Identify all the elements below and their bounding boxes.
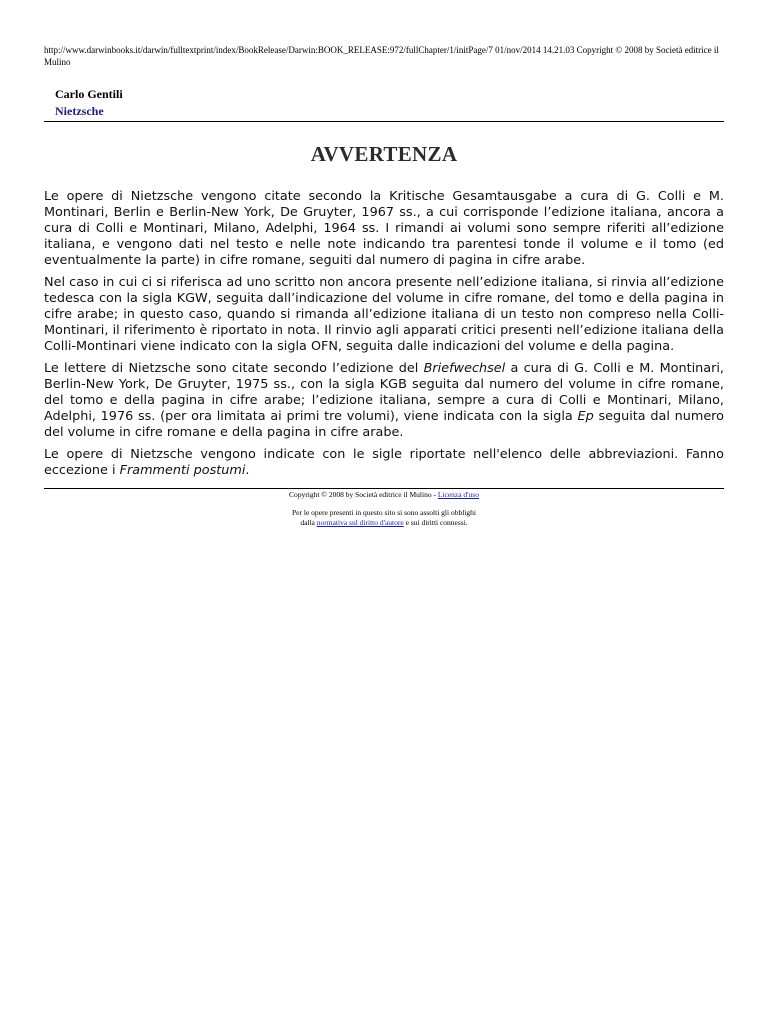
paragraph-3-italic-briefwechsel: Briefwechsel — [423, 361, 506, 376]
footer-copyright-text: Copyright © 2008 by Società editrice il Mulino - — [289, 490, 438, 499]
paragraph-4-italic-frammenti: Frammenti postumi — [119, 463, 246, 478]
footer-notice-line-2 — [44, 518, 724, 528]
paragraph-4-text-a: Le opere di Nietzsche vengono indicate con le sigle riportate nell'elenco delle abbreviazioni. Fanno eccezione i — [44, 447, 724, 478]
paragraph-3-italic-ep: Ep — [577, 409, 594, 424]
footer-notice-line-1: Per le opere presenti in questo sito si sono assolti gli obblighi — [292, 508, 476, 517]
chapter-body — [44, 189, 724, 479]
footer-notice — [44, 508, 724, 528]
paragraph-1: Le opere di Nietzsche vengono citate secondo la Kritische Gesamtausgabe a cura di G. Colli e M. Montinari, Berlin e Berlin-New York, De Gruyter, 1967 ss., a cui corrisponde l’edizione italiana, ancora a cura di Colli e Montinari, Milano, Adelphi, 1964 ss. I rimandi ai volumi sono sempre riferiti all’edizione italiana, e vengono dati nel testo e nelle note indicando tra parentesi tonde il volume e il tomo (ed eventualmente la parte) in cifre romane, seguiti dal numero di pagina in cifre arabe. — [44, 189, 724, 268]
paragraph-3-text-a: Le lettere di Nietzsche sono citate secondo l’edizione del — [44, 361, 424, 376]
license-link[interactable]: Licenza d'uso — [437, 490, 479, 499]
footer-divider — [44, 488, 724, 489]
paragraph-4 — [44, 447, 724, 479]
page — [44, 44, 724, 528]
footer-notice-text-a: dalla — [300, 518, 317, 527]
footer — [44, 490, 724, 528]
paragraph-2: Nel caso in cui ci si riferisca ad uno scritto non ancora presente nell’edizione italiana, si rinvia all’edizione tedesca con la sigla KGW, seguita dall’indicazione del volume in cifre romane, del tomo e della pagina in cifre arabe; in questo caso, quando si rimanda all’edizione italiana di un testo non compreso nella Colli-Montinari, il riferimento è riportato in nota. Il rinvio agli apparati critici presenti nell’edizione italiana della Colli-Montinari viene indicato con la sigla OFN, seguita dalle indicazioni del volume e della pagina. — [44, 275, 724, 354]
footer-notice-text-b: e sui diritti connessi. — [403, 518, 468, 527]
copyright-law-link[interactable]: normativa sul diritto d'autore — [316, 518, 404, 527]
book-title: Nietzsche — [55, 104, 104, 118]
footer-copyright — [44, 490, 724, 500]
paragraph-3-text-b: a cura di G. Colli e M. Montinari, Berlin-New York, De Gruyter, 1975 ss., con la sigla KGB seguita dal numero del volume in cifre romane, del tomo e della pagina in cifre arabe; l’edizione italiana, sempre a cura di Colli e Montinari, Milano, Adelphi, 1976 ss. (per ora limitata ai primi tre volumi), viene indicata con la sigla — [44, 361, 724, 424]
chapter-title: AVVERTENZA — [310, 142, 458, 166]
print-header-url: http://www.darwinbooks.it/darwin/fulltextprint/index/BookRelease/Darwin:BOOK_RELEASE:972/fullChapter/1/initPage/7 01/nov/2014 14.21.03 Copyright © 2008 by Società editrice il Mulino — [44, 45, 719, 67]
book-author: Carlo Gentili — [55, 87, 123, 101]
paragraph-3 — [44, 361, 724, 441]
header-divider — [44, 121, 724, 122]
book-header — [44, 86, 724, 120]
paragraph-3-text-c: seguita dal numero del volume in cifre romane e della pagina in cifre arabe. — [44, 409, 724, 440]
paragraph-4-text-b: . — [245, 463, 250, 478]
